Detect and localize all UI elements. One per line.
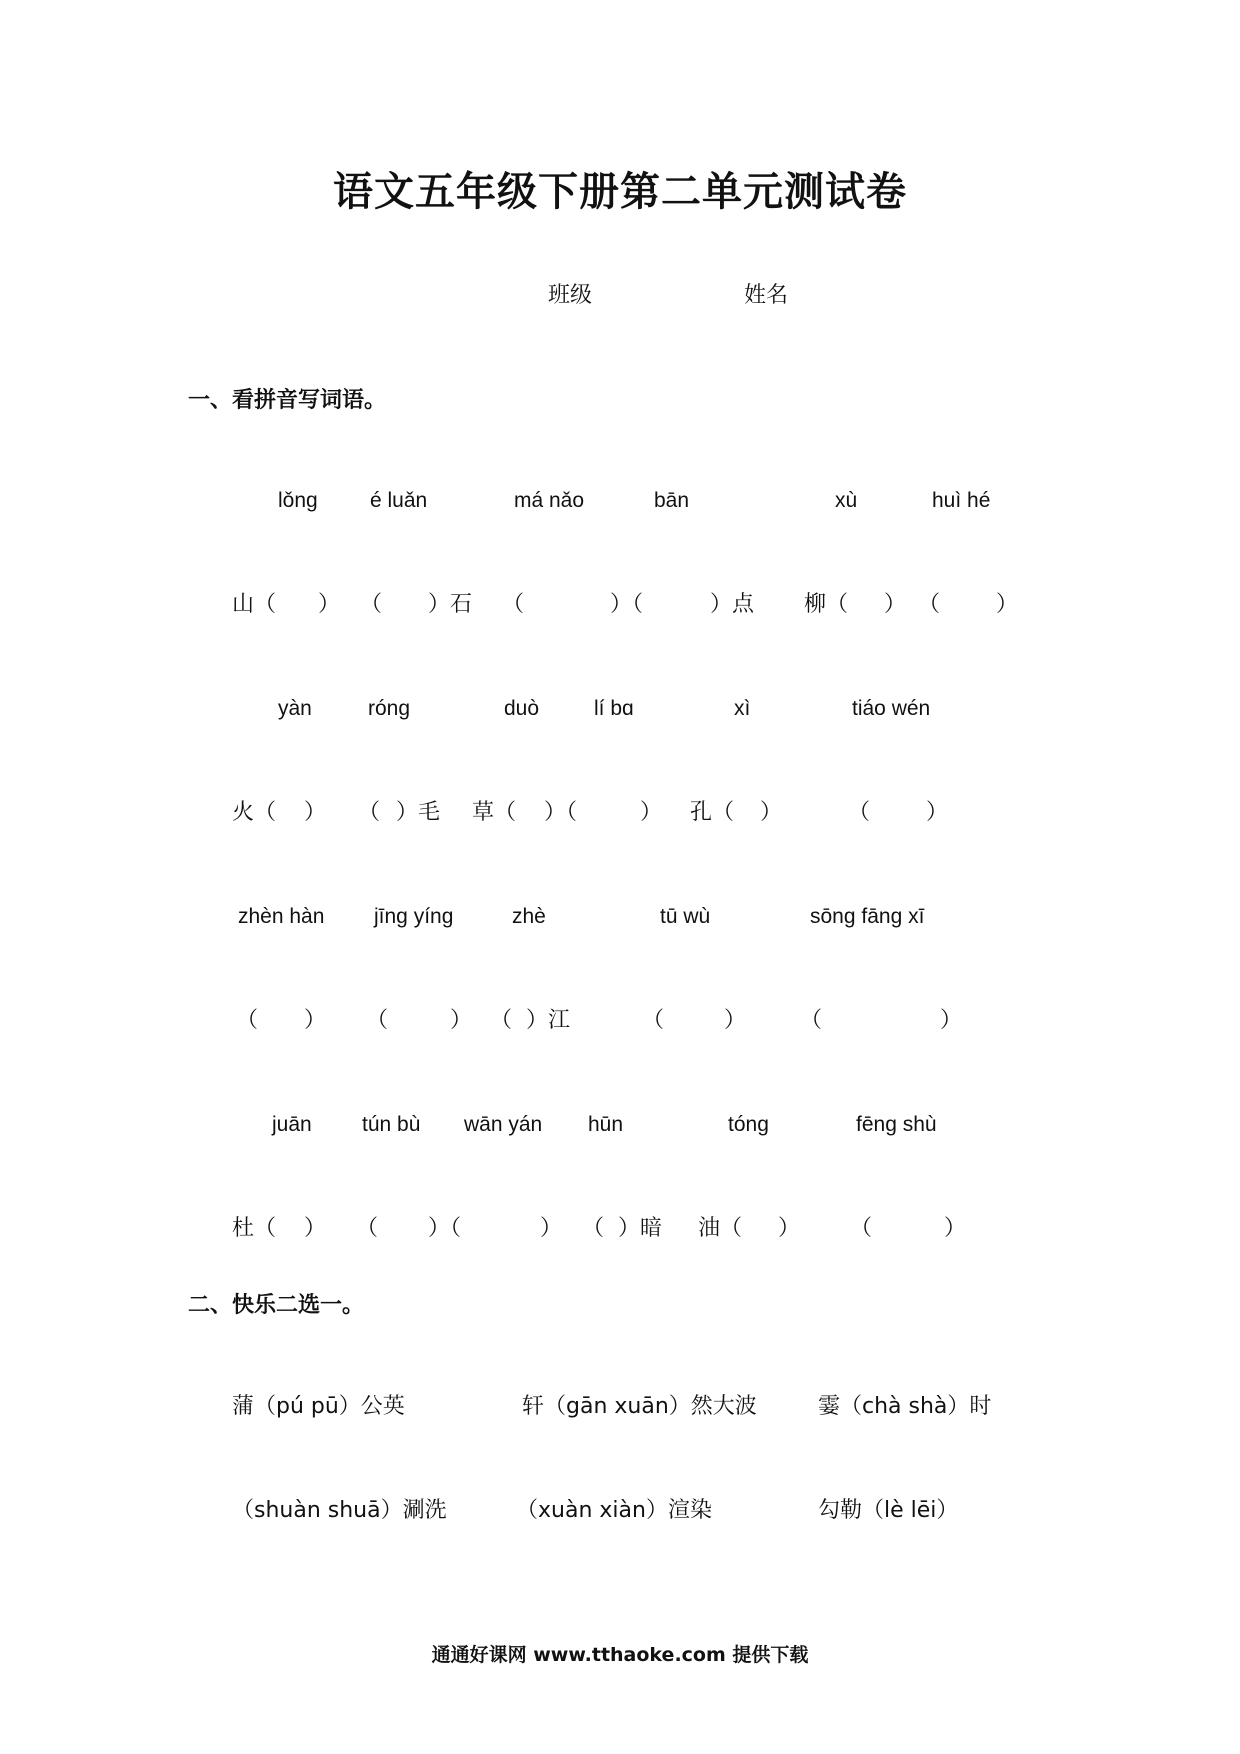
answer-item: （ xyxy=(236,1008,259,1033)
answer-item: 山（ xyxy=(232,592,277,617)
choice-item: 勾勒（lè lēi） xyxy=(818,1498,959,1523)
pinyin-item: xù xyxy=(835,489,858,512)
answer-item: ）毛 xyxy=(396,800,441,825)
answer-item: （ xyxy=(642,1008,665,1033)
answer-item: （ xyxy=(918,592,941,617)
answer-item: （ xyxy=(850,1216,873,1241)
answer-item: 杜（ xyxy=(232,1216,277,1241)
section-1-heading: 一、看拼音写词语。 xyxy=(188,388,387,413)
pinyin-item: lí bɑ xyxy=(594,697,634,720)
answer-item: （ xyxy=(356,1216,379,1241)
page-title: 语文五年级下册第二单元测试卷 xyxy=(333,169,907,215)
pinyin-item: hūn xyxy=(588,1113,624,1136)
choice-line-2 xyxy=(0,1494,1240,1528)
answer-item: 孔（ xyxy=(690,800,735,825)
answer-item: （ xyxy=(366,1008,389,1033)
pinyin-item: xì xyxy=(734,697,751,720)
pinyin-item: é luǎn xyxy=(370,489,428,512)
answer-item: ）江 xyxy=(526,1008,571,1033)
class-label: 班级 xyxy=(548,283,593,308)
choice-line-1 xyxy=(0,1390,1240,1424)
answer-item: ） xyxy=(318,592,341,617)
pinyin-item: wān yán xyxy=(464,1113,543,1136)
pinyin-item: lǒng xyxy=(278,489,318,512)
choice-item: 轩（gān xuān）然大波 xyxy=(522,1394,757,1419)
answer-item: ）石 xyxy=(428,592,473,617)
pinyin-item: bān xyxy=(654,489,690,512)
answer-item: ） xyxy=(724,1008,747,1033)
choice-item: （shuàn shuā）涮洗 xyxy=(232,1498,447,1523)
pinyin-item: huì hé xyxy=(932,489,991,512)
answer-item: （ xyxy=(490,1008,513,1033)
pinyin-line-3 xyxy=(0,900,1240,934)
answer-item: ） xyxy=(304,1216,327,1241)
answer-item: ） xyxy=(304,1008,327,1033)
pinyin-item: zhèn hàn xyxy=(238,905,325,928)
choice-item: 蒲（pú pū）公英 xyxy=(232,1394,405,1419)
answer-item: ） xyxy=(540,1216,563,1241)
answer-line-4 xyxy=(0,1212,1240,1246)
answer-line-3 xyxy=(0,1004,1240,1038)
pinyin-item: tū wù xyxy=(660,905,711,928)
answer-item: ） xyxy=(884,592,907,617)
answer-item: ） xyxy=(926,800,949,825)
pinyin-item: sōng fāng xī xyxy=(810,905,925,928)
pinyin-line-1 xyxy=(0,484,1240,518)
answer-item: 油（ xyxy=(698,1216,743,1241)
choice-item: （xuàn xiàn）渲染 xyxy=(516,1498,712,1523)
section-2-heading: 二、快乐二选一。 xyxy=(188,1293,365,1318)
pinyin-item: tiáo wén xyxy=(852,697,931,720)
answer-item: ） xyxy=(996,592,1019,617)
answer-item: ）（ xyxy=(428,1216,462,1241)
answer-item: ） xyxy=(760,800,783,825)
answer-item: （ xyxy=(360,592,383,617)
pinyin-item: jīng yíng xyxy=(374,905,454,928)
answer-line-1 xyxy=(0,588,1240,622)
name-label: 姓名 xyxy=(744,283,789,308)
answer-item: ） xyxy=(304,800,327,825)
answer-item: 草（ xyxy=(472,800,517,825)
answer-item: （ xyxy=(358,800,381,825)
pinyin-line-2 xyxy=(0,692,1240,726)
answer-item: （ xyxy=(502,592,525,617)
answer-item: （ xyxy=(848,800,871,825)
answer-item: ）（ xyxy=(544,800,578,825)
pinyin-item: zhè xyxy=(512,905,546,928)
pinyin-item: tún bù xyxy=(362,1113,421,1136)
choice-item: 霎（chà shà）时 xyxy=(818,1394,992,1419)
pinyin-item: juān xyxy=(272,1113,312,1136)
answer-item: 柳（ xyxy=(804,592,849,617)
answer-item: ）点 xyxy=(710,592,755,617)
answer-item: ） xyxy=(778,1216,801,1241)
footer-credit: 通通好课网 www.tthaoke.com 提供下载 xyxy=(431,1644,809,1666)
pinyin-item: yàn xyxy=(278,697,312,720)
pinyin-item: tóng xyxy=(728,1113,769,1136)
answer-item: ） xyxy=(940,1008,963,1033)
answer-item: 火（ xyxy=(232,800,277,825)
answer-item: ） xyxy=(944,1216,967,1241)
pinyin-item: má nǎo xyxy=(514,489,585,512)
answer-item: ） xyxy=(450,1008,473,1033)
answer-item: ）（ xyxy=(610,592,644,617)
pinyin-item: duò xyxy=(504,697,540,720)
pinyin-item: róng xyxy=(368,697,411,720)
answer-item: （ xyxy=(582,1216,605,1241)
pinyin-item: fēng shù xyxy=(856,1113,937,1136)
answer-item: ） xyxy=(640,800,663,825)
answer-item: （ xyxy=(800,1008,823,1033)
answer-line-2 xyxy=(0,796,1240,830)
pinyin-line-4 xyxy=(0,1108,1240,1142)
answer-item: ）暗 xyxy=(618,1216,663,1241)
